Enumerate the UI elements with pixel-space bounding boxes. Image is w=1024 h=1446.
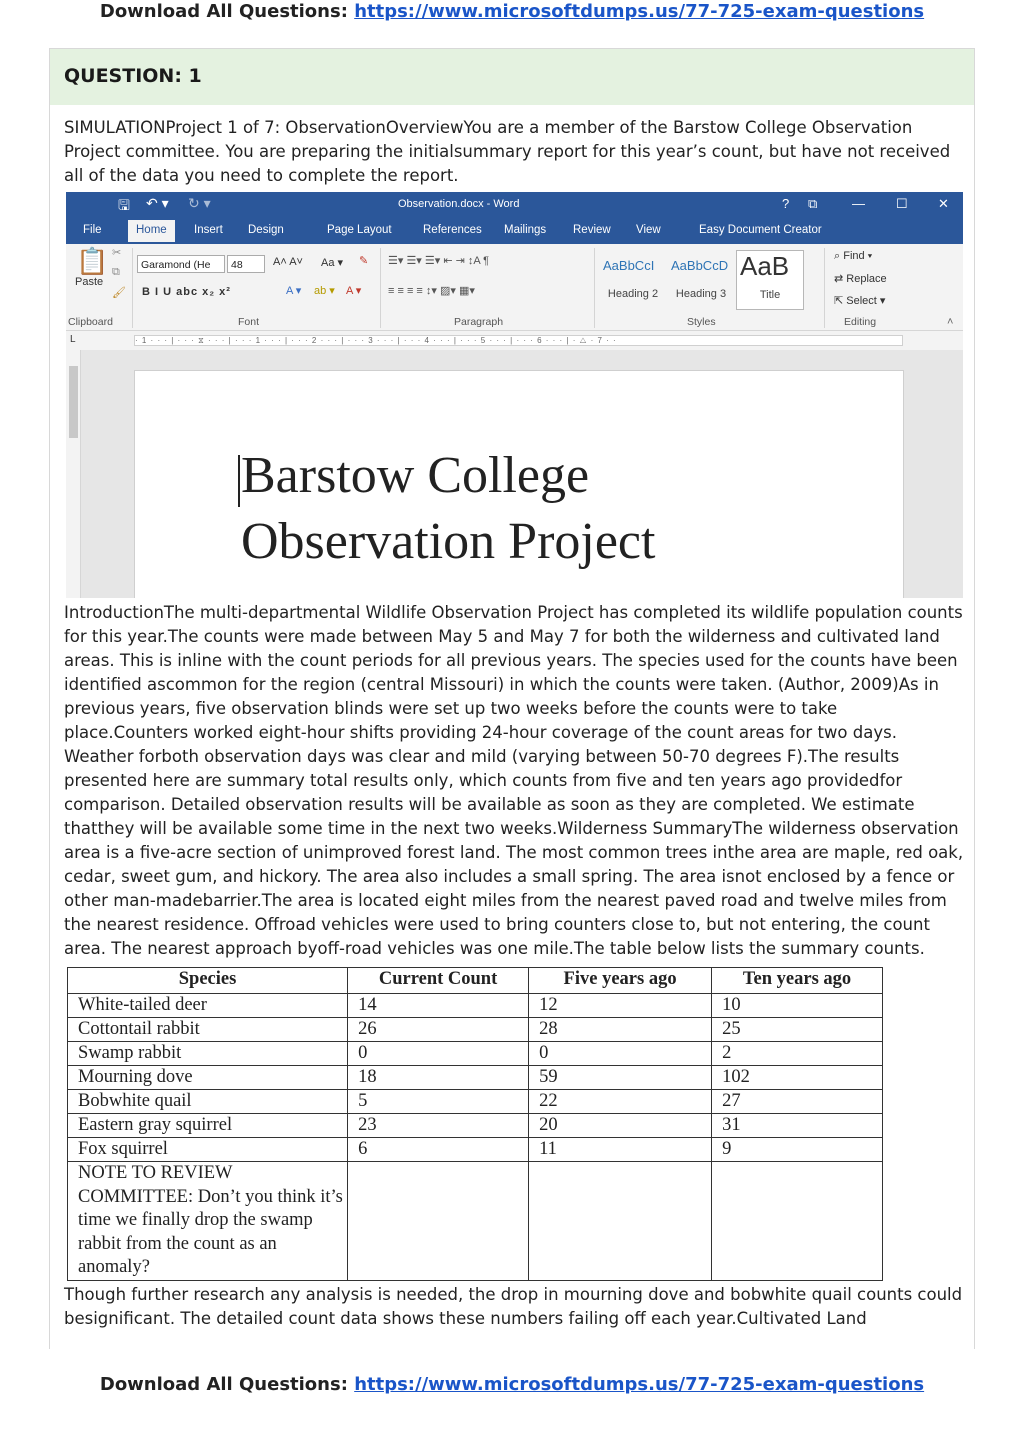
undo-icon: ↶ ▾: [146, 195, 169, 211]
table-cell: 12: [529, 994, 712, 1018]
download-prefix: Download All Questions:: [99, 1, 348, 22]
paste-icon: 📋: [76, 246, 109, 276]
clear-format-icon: ✎: [359, 255, 369, 267]
select-button: ⇱ Select ▾: [834, 295, 886, 307]
column-header: Five years ago: [529, 968, 712, 994]
font-format-buttons: B I U abc x₂ x²: [142, 286, 231, 298]
table-cell: 28: [529, 1018, 712, 1042]
table-cell: 22: [529, 1090, 712, 1114]
tab-view: View: [636, 224, 661, 236]
table-cell-empty: [712, 1162, 883, 1281]
tab-file: File: [83, 224, 102, 236]
download-banner-top: [0, 1, 1024, 22]
word-titlebar: [66, 192, 963, 218]
font-size-box: 48: [227, 255, 265, 273]
table-cell-empty: [529, 1162, 712, 1281]
table-cell: 23: [348, 1114, 529, 1138]
grow-font-icon: A˄ A˅: [273, 256, 303, 268]
table-row: [68, 1114, 883, 1138]
column-header: Species: [68, 968, 348, 994]
copy-icon: ⧉: [112, 266, 120, 278]
table-cell: 9: [712, 1138, 883, 1162]
ribbon: [66, 244, 963, 331]
table-cell: 25: [712, 1018, 883, 1042]
review-note: NOTE TO REVIEW COMMITTEE: Don’t you think it’s time we finally drop the swamp rabbit from the count as an anomaly?: [68, 1162, 348, 1281]
table-cell: 10: [712, 994, 883, 1018]
column-header: Ten years ago: [712, 968, 883, 994]
tab-page-layout: Page Layout: [327, 224, 392, 236]
font-name-box: Garamond (He: [137, 255, 225, 273]
table-row: [68, 1138, 883, 1162]
save-icon: 🖫: [118, 197, 130, 213]
tab-mailings: Mailings: [504, 224, 547, 236]
table-cell: 6: [348, 1138, 529, 1162]
table-cell: 5: [348, 1090, 529, 1114]
summary-table: [67, 967, 883, 1281]
horizontal-ruler: [66, 331, 963, 349]
tab-references: References: [423, 224, 482, 236]
styles-group-label: Styles: [687, 316, 716, 328]
download-link[interactable]: https://www.microsoftdumps.us/77-725-exam-questions: [354, 1374, 925, 1395]
tab-design: Design: [248, 224, 284, 236]
document-title-line-2: Observation Project: [241, 513, 656, 570]
style-name: Heading 2: [607, 288, 659, 300]
vertical-ruler-margin: [69, 366, 78, 438]
separator: [132, 248, 133, 328]
find-button: ⌕ Find ▾: [834, 250, 873, 262]
table-cell: White-tailed deer: [68, 994, 348, 1018]
table-cell: 0: [348, 1042, 529, 1066]
maximize-icon: ☐: [896, 196, 908, 211]
table-cell: Eastern gray squirrel: [68, 1114, 348, 1138]
question-label: QUESTION: 1: [64, 65, 202, 87]
text-effects-icon: A ▾: [286, 285, 302, 297]
table-row: [68, 994, 883, 1018]
font-color-icon: A ▾: [346, 285, 362, 297]
redo-icon: ↻ ▾: [188, 195, 211, 211]
download-link[interactable]: https://www.microsoftdumps.us/77-725-exam-questions: [354, 1, 925, 22]
table-cell: 18: [348, 1066, 529, 1090]
table-cell: 11: [529, 1138, 712, 1162]
style-sample: AaB: [740, 251, 790, 281]
text-cursor: [238, 455, 240, 507]
font-group-label: Font: [238, 316, 260, 328]
question-after-table: Though further research any analysis is needed, the drop in mourning dove and bobwhite quail counts could besignificant. The detailed count data shows these numbers failing off each year.Cultivated Land: [64, 1285, 963, 1328]
tab-home: Home: [128, 220, 175, 242]
tab-review: Review: [573, 224, 611, 236]
table-cell: Swamp rabbit: [68, 1042, 348, 1066]
table-cell: 14: [348, 994, 529, 1018]
tab-insert: Insert: [194, 224, 223, 236]
replace-button: ⇄ Replace: [834, 273, 887, 285]
window-title: Observation.docx - Word: [398, 198, 520, 210]
separator: [824, 248, 825, 328]
table-row: [68, 1066, 883, 1090]
document-page: [134, 370, 904, 598]
table-cell: Bobwhite quail: [68, 1090, 348, 1114]
highlight-icon: ab ▾: [314, 285, 335, 297]
replace-label: Replace: [846, 273, 887, 285]
table-cell: 59: [529, 1066, 712, 1090]
table-cell: 102: [712, 1066, 883, 1090]
style-heading-3: [668, 250, 734, 308]
find-label: Find: [843, 250, 865, 262]
question-header: [50, 49, 974, 105]
paragraph-group-label: Paragraph: [454, 316, 504, 328]
table-cell: 20: [529, 1114, 712, 1138]
editing-group-label: Editing: [844, 316, 877, 328]
minimize-icon: —: [852, 196, 865, 211]
separator: [380, 248, 381, 328]
table-cell: Mourning dove: [68, 1066, 348, 1090]
separator: [594, 248, 595, 328]
table-cell: 26: [348, 1018, 529, 1042]
table-cell-empty: [348, 1162, 529, 1281]
change-case-icon: Aa ▾: [321, 257, 344, 269]
table-row: [68, 1090, 883, 1114]
column-header: Current Count: [348, 968, 529, 994]
style-sample: AaBbCcD: [671, 258, 729, 273]
table-row: [68, 1018, 883, 1042]
style-heading-2: [600, 250, 666, 308]
clipboard-label: Clipboard: [68, 316, 113, 328]
word-screenshot: [66, 192, 963, 598]
paste-label: Paste: [75, 276, 104, 288]
document-title: [241, 443, 655, 575]
collapse-ribbon-icon: ˄: [947, 316, 954, 328]
help-button: ?: [782, 196, 790, 211]
close-icon: ✕: [938, 196, 949, 211]
format-painter-icon: 🖌: [112, 287, 126, 299]
style-name: Heading 3: [675, 288, 727, 300]
download-banner-bottom: [0, 1374, 1024, 1395]
document-area: [66, 350, 963, 598]
table-header-row: [68, 968, 883, 994]
style-title: [736, 250, 804, 310]
table-cell: Cottontail rabbit: [68, 1018, 348, 1042]
download-prefix: Download All Questions:: [99, 1374, 348, 1395]
select-label: Select: [846, 295, 877, 307]
table-cell: 31: [712, 1114, 883, 1138]
ribbon-display-icon: ⧉: [808, 196, 818, 211]
question-intro: SIMULATIONProject 1 of 7: ObservationOverviewYou are a member of the Barstow College Observation Project committee. You are preparing the initialsummary report for this year’s count, but have not received all of the data you need to complete the report.: [64, 118, 951, 185]
tab-easy-document-creator: Easy Document Creator: [699, 224, 822, 236]
table-row: [68, 1042, 883, 1066]
table-cell: 0: [529, 1042, 712, 1066]
style-sample: AaBbCcI: [603, 258, 655, 273]
align-icons: ≡ ≡ ≡ ≡ ↕▾ ▨▾ ▦▾: [388, 285, 475, 297]
ruler-marks: · 1 · · · | · · · ⧖ · · · | · · · 1 · · · | · · · 2 · · · | · · · 3 · · · | · · · 4 · · · | · · · 5 · · · | · · · 6 · · · | · △ · 7 · ·: [134, 335, 903, 346]
question-body: IntroductionThe multi-departmental Wildlife Observation Project has completed its wildlife population counts for this year.The counts were made between May 5 and May 7 for both the wilderness and cultivated land areas. This is inline with the count periods for all previous years. The species used for the counts have been identified ascommon for the region (central Missouri) in which the counts were taken. (Author, 2009)As in previous years, five observation blinds were set up two weeks before the counts were to take place.Counters worked eight-hour shifts providing 24-hour coverage of the count areas for two days. Weather forboth observation days was clear and mild (varying between 50-70 degrees F).The results presented here are summary total results only, which counts from five and ten years ago providedfor comparison. Detailed observation results will be available as soon as they are completed. We estimate thatthey will be available some time in the next two weeks.Wilderness SummaryThe wilderness observation area is a five-acre section of unimproved forest land. The most common trees inthe area are maple, red oak, cedar, sweet gum, and hickory. The area also includes a small spring. The area isnot enclosed by a fence or other man-madebarrier.The area is located eight miles from the nearest paved road and twelve miles from the nearest residence. Offroad vehicles were used to bring counters close to, but not entering, the count area. The nearest approach byoff-road vehicles was one mile.The table below lists the summary counts.: [64, 603, 964, 958]
table-cell: Fox squirrel: [68, 1138, 348, 1162]
cut-icon: ✂: [112, 247, 122, 259]
document-title-line-1: Barstow College: [241, 447, 590, 504]
list-icons: ☰▾ ☰▾ ☰▾ ⇤ ⇥ ↕A ¶: [388, 255, 490, 267]
table-note-row: [68, 1162, 883, 1281]
vertical-ruler: [66, 350, 81, 598]
ribbon-tabs: [66, 218, 963, 244]
style-name: Title: [759, 289, 781, 301]
tab-selector-icon: L: [70, 334, 76, 345]
table-cell: 2: [712, 1042, 883, 1066]
table-cell: 27: [712, 1090, 883, 1114]
